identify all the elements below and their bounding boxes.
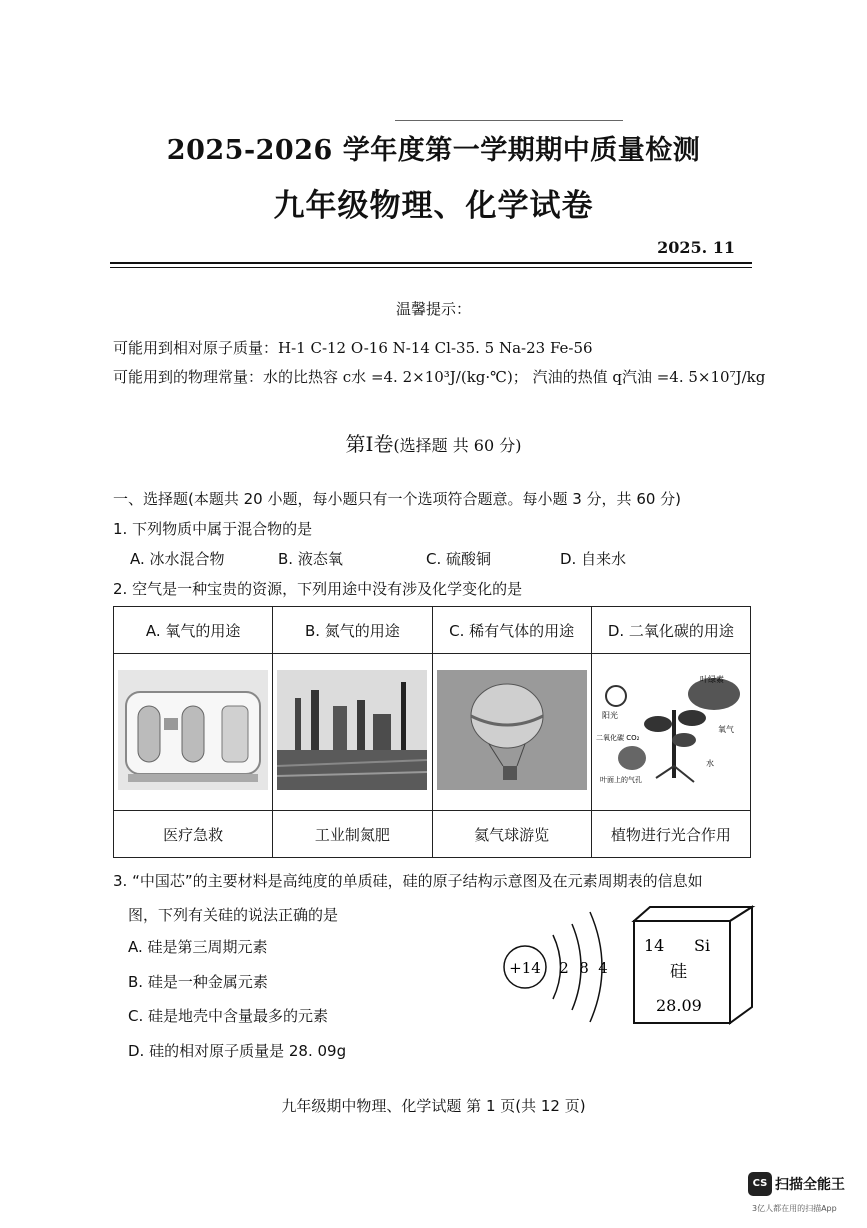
factory-image <box>277 670 427 790</box>
label-sunlight: 阳光 <box>601 711 618 720</box>
part-one-subtitle: (选择题 共 60 分) <box>393 436 522 455</box>
photo-photosynthesis <box>591 654 750 811</box>
element-number: 14 <box>644 936 665 955</box>
header-rule-thick <box>110 262 752 264</box>
q3-option-a: A. 硅是第三周期元素 <box>128 938 268 956</box>
q3-option-b: B. 硅是一种金属元素 <box>128 973 268 991</box>
exam-date: 2025. 11 <box>657 238 735 257</box>
header-rule-thin <box>110 267 752 268</box>
q1-option-a: A. 冰水混合物 <box>130 550 225 568</box>
scanner-logo-icon: CS <box>748 1172 772 1196</box>
caption-photosynthesis: 植物进行光合作用 <box>591 811 750 858</box>
scanner-brand: 扫描全能王 <box>775 1177 845 1193</box>
gas-uses-table <box>113 606 751 858</box>
shell-2-electrons: 8 <box>579 959 589 977</box>
part-one-title <box>0 428 867 457</box>
header-oxygen: A. 氧气的用途 <box>114 607 273 654</box>
caption-balloon: 氦气球游览 <box>432 811 591 858</box>
section-heading: 一、选择题(本题共 20 小题，每小题只有一个选项符合题意。每小题 3 分，共 60 分) <box>113 490 682 508</box>
q1-option-b: B. 液态氧 <box>278 550 343 568</box>
question-1-stem: 1. 下列物质中属于混合物的是 <box>113 520 313 538</box>
scanner-tagline: 3亿人都在用的扫描App <box>752 1204 837 1213</box>
header-noble-gas: C. 稀有气体的用途 <box>432 607 591 654</box>
top-decor-line <box>395 120 623 121</box>
photosynthesis-diagram <box>596 670 746 790</box>
nucleus-charge: +14 <box>509 959 541 977</box>
atomic-masses-line: 可能用到相对原子质量：H-1 C-12 O-16 N-14 Cl-35. 5 Na-23 Fe-56 <box>113 339 593 357</box>
element-name: 硅 <box>670 962 687 982</box>
header-co2: D. 二氧化碳的用途 <box>591 607 750 654</box>
part-one-label: 第Ⅰ卷 <box>345 432 394 456</box>
caption-fertilizer: 工业制氮肥 <box>273 811 432 858</box>
question-3-stem-line2: 图，下列有关硅的说法正确的是 <box>128 906 339 924</box>
scanner-watermark <box>748 1172 845 1196</box>
silicon-atom-structure-diagram <box>498 900 623 1030</box>
hyperbaric-chamber-image <box>118 670 268 790</box>
header-nitrogen: B. 氮气的用途 <box>273 607 432 654</box>
q1-option-d: D. 自来水 <box>560 550 627 568</box>
page-footer: 九年级期中物理、化学试题 第 1 页(共 12 页) <box>281 1097 586 1115</box>
photo-factory <box>273 654 432 811</box>
exam-subject-title: 九年级物理、化学试卷 <box>273 188 594 224</box>
tips-heading: 温馨提示： <box>395 300 471 318</box>
label-chlorophyll: 叶绿素 <box>699 675 724 684</box>
helium-balloon-image <box>437 670 587 790</box>
periodic-table-cell-silicon <box>630 905 756 1027</box>
exam-title: 2025-2026 学年度第一学期期中质量检测 <box>166 135 701 166</box>
caption-medical: 医疗急救 <box>114 811 273 858</box>
label-water: 水 <box>705 759 714 768</box>
photo-oxygen-chamber <box>114 654 273 811</box>
q3-option-c: C. 硅是地壳中含量最多的元素 <box>128 1007 329 1025</box>
element-atomic-mass: 28.09 <box>656 996 702 1015</box>
question-2-stem: 2. 空气是一种宝贵的资源，下列用途中没有涉及化学变化的是 <box>113 580 523 598</box>
q1-option-c: C. 硫酸铜 <box>426 550 492 568</box>
physical-constants-line: 可能用到的物理常量：水的比热容 c水 =4. 2×10³J/(kg·℃)； 汽油的热值 q汽油 =4. 5×10⁷J/kg <box>113 368 766 386</box>
label-stomata: 叶面上的气孔 <box>599 776 642 784</box>
photo-balloon <box>432 654 591 811</box>
shell-3-electrons: 4 <box>598 959 608 977</box>
label-oxygen: 氧气 <box>717 725 734 734</box>
label-co2: 二氧化碳 CO₂ <box>595 734 640 742</box>
q3-option-d: D. 硅的相对原子质量是 28. 09g <box>128 1042 347 1060</box>
shell-1-electrons: 2 <box>559 959 569 977</box>
element-symbol: Si <box>694 936 711 955</box>
question-3-stem-line1: 3. “中国芯”的主要材料是高纯度的单质硅，硅的原子结构示意图及在元素周期表的信息如 <box>113 872 703 890</box>
